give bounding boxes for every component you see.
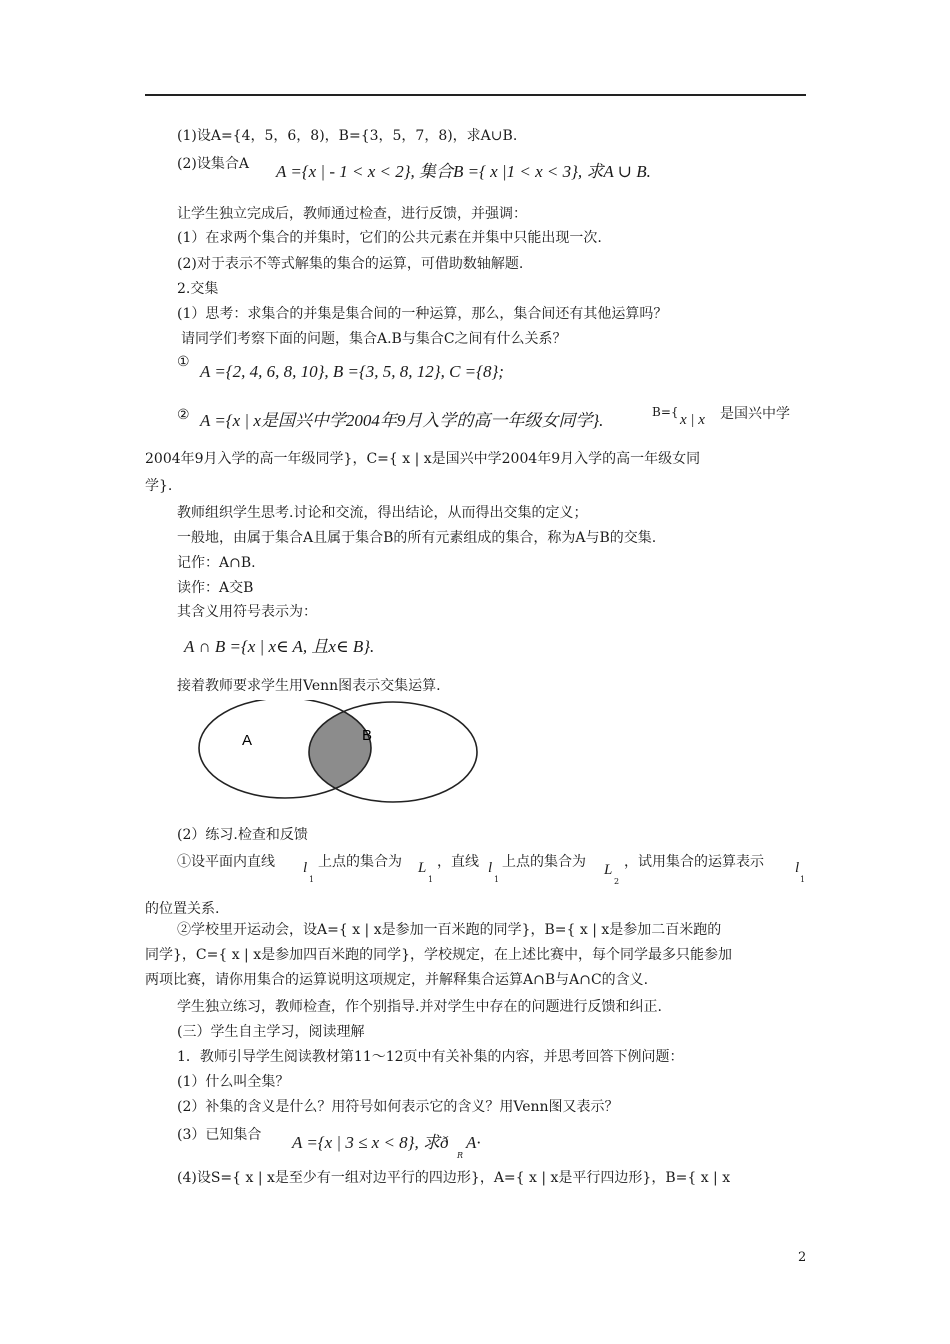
header-rule [145, 94, 806, 96]
text-line: 学生独立练习，教师检查，作个别指导.并对学生中存在的问题进行反馈和纠正. [177, 999, 662, 1015]
math-formula: A ={2, 4, 6, 8, 10}, B ={3, 5, 8, 12}, C ={8}; [200, 362, 504, 381]
text-line: 的位置关系. [145, 901, 220, 917]
text-line: 上点的集合为 [502, 854, 586, 870]
text-line: 接着教师要求学生用Venn图表示交集运算. [177, 678, 441, 694]
text-line: (1）什么叫全集？ [177, 1074, 290, 1090]
text-line: (1)设A={4，5，6，8)，B={3，5，7，8)，求A∪B. [177, 128, 518, 144]
math-formula: A ={x | x是国兴中学2004年9月入学的高一年级女同学}. [200, 411, 604, 430]
text-line: 请同学们考察下面的问题，集合A.B与集合C之间有什么关系？ [181, 331, 567, 347]
subscript: 1 [309, 875, 315, 884]
text-line: 上点的集合为 [318, 854, 402, 870]
text-line: 两项比赛，请你用集合的运算说明这项规定，并解释集合运算A∩B与A∩C的含义. [145, 972, 649, 988]
text-line: 记作：A∩B. [177, 555, 256, 571]
math-inline: l [488, 860, 493, 876]
text-line: (4)设S={ x | x是至少有一组对边平行的四边形}，A={ x | x是平行四边形}，B={ x | x [177, 1170, 731, 1186]
text-line: 2004年9月入学的高一年级同学}，C={ x | x是国兴中学2004年9月入学的高一年级女同 [145, 451, 701, 467]
page-number: 2 [798, 1250, 807, 1265]
math-formula: A ∩ B ={x | x∈ A, 且x∈ B}. [184, 637, 375, 656]
text-line: ①设平面内直线 [177, 854, 275, 870]
text-line: (3）已知集合 [177, 1127, 262, 1143]
text-line: 学}. [145, 478, 173, 494]
subscript: 1 [428, 875, 434, 884]
text-line: (2)对于表示不等式解集的集合的运算，可借助数轴解题. [177, 256, 524, 272]
subscript: 2 [614, 877, 620, 886]
math-inline: l [795, 860, 800, 876]
subscript: R [457, 1151, 464, 1160]
text-line: ，试用集合的运算表示 [624, 854, 764, 870]
subscript: 1 [494, 875, 500, 884]
text-line: 教师组织学生思考.讨论和交流，得出结论，从而得出交集的定义； [177, 505, 588, 521]
text-line: ②学校里开运动会，设A={ x | x是参加一百米跑的同学}，B={ x | x是参加二百米跑的 [177, 922, 722, 938]
section-heading: (三）学生自主学习，阅读理解 [177, 1024, 365, 1040]
text-line: (2）补集的含义是什么？用符号如何表示它的含义？用Venn图又表示？ [177, 1099, 619, 1115]
math-formula: A ={x | - 1 < x < 2}, 集合B ={ x |1 < x < 3}, 求A ∪ B. [276, 162, 651, 181]
set-a-label: A [242, 732, 253, 749]
text-line: 是国兴中学 [720, 406, 790, 422]
text-line: 1．教师引导学生阅读教材第11～12页中有关补集的内容，并思考回答下例问题： [177, 1049, 684, 1065]
definition-line: 一般地，由属于集合A且属于集合B的所有元素组成的集合，称为A与B的交集. [177, 530, 657, 546]
math-inline: l [303, 860, 308, 876]
text-line: (2)设集合A [177, 156, 249, 172]
text-line: 同学}，C={ x | x是参加四百米跑的同学}，学校规定，在上述比赛中，每个同学最多只能参加 [145, 947, 733, 963]
subscript: 1 [800, 875, 806, 884]
text-line: 其含义用符号表示为： [177, 604, 317, 620]
circled-number: ① [177, 354, 190, 370]
text-line: 让学生独立完成后，教师通过检查，进行反馈，并强调： [177, 206, 527, 222]
text-line: (1）在求两个集合的并集时，它们的公共元素在并集中只能出现一次. [177, 230, 602, 246]
math-inline: A· [466, 1133, 481, 1152]
set-b-label: B [362, 727, 373, 744]
venn-diagram [190, 700, 490, 810]
math-inline: L [418, 860, 427, 876]
text-line: ，直线 [437, 854, 479, 870]
text-line: 读作：A交B [177, 580, 254, 596]
text-line: (1）思考：求集合的并集是集合间的一种运算，那么，集合间还有其他运算吗？ [177, 306, 668, 322]
text-line: (2）练习.检查和反馈 [177, 827, 308, 843]
section-heading: 2.交集 [177, 281, 219, 297]
math-inline: x | x [680, 412, 705, 428]
math-inline: L [604, 862, 613, 878]
math-formula: A ={x | 3 ≤ x < 8}, 求ð [292, 1133, 449, 1152]
text-line: B={ [652, 405, 679, 419]
circled-number: ② [177, 407, 190, 423]
